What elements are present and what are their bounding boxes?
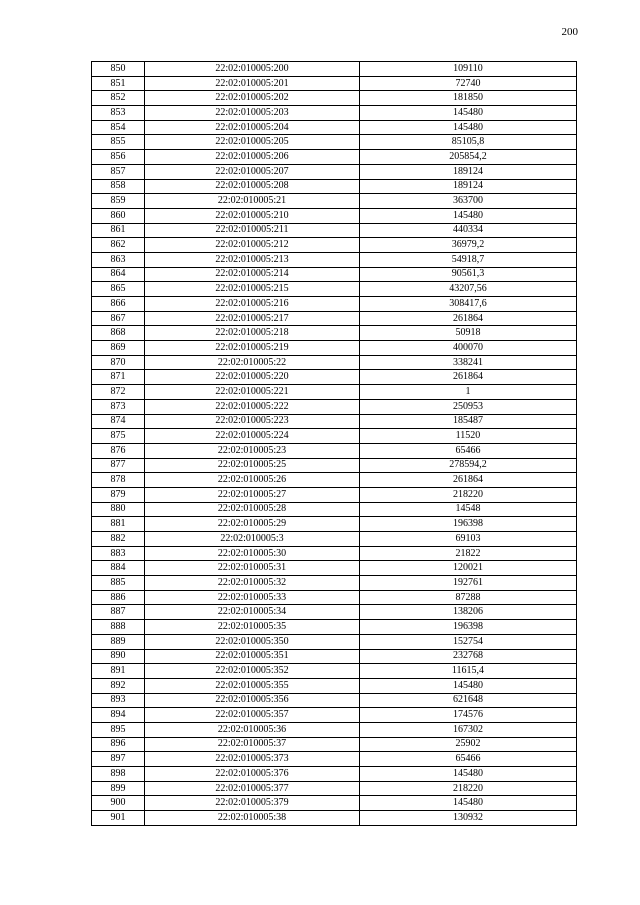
row-number-cell: 886: [92, 590, 145, 605]
row-number-cell: 862: [92, 238, 145, 253]
row-number-cell: 899: [92, 781, 145, 796]
table-row: [92, 634, 577, 649]
table-row: [92, 576, 577, 591]
cadastral-number-cell: 22:02:010005:203: [145, 106, 360, 121]
cadastral-number-cell: 22:02:010005:216: [145, 297, 360, 312]
row-number-cell: 897: [92, 752, 145, 767]
value-cell: 278594,2: [360, 458, 577, 473]
row-number-cell: 856: [92, 150, 145, 165]
row-number-cell: 874: [92, 414, 145, 429]
value-cell: 54918,7: [360, 252, 577, 267]
row-number-cell: 870: [92, 355, 145, 370]
row-number-cell: 887: [92, 605, 145, 620]
table-row: [92, 458, 577, 473]
cadastral-number-cell: 22:02:010005:219: [145, 341, 360, 356]
value-cell: 11615,4: [360, 664, 577, 679]
cadastral-number-cell: 22:02:010005:36: [145, 722, 360, 737]
row-number-cell: 888: [92, 620, 145, 635]
table-row: [92, 752, 577, 767]
table-row: [92, 414, 577, 429]
value-cell: 174576: [360, 708, 577, 723]
row-number-cell: 881: [92, 517, 145, 532]
value-cell: 308417,6: [360, 297, 577, 312]
table-row: [92, 76, 577, 91]
cadastral-number-cell: 22:02:010005:21: [145, 194, 360, 209]
table-row: [92, 164, 577, 179]
table-row: [92, 473, 577, 488]
cadastral-number-cell: 22:02:010005:27: [145, 487, 360, 502]
cadastral-number-cell: 22:02:010005:206: [145, 150, 360, 165]
value-cell: 218220: [360, 781, 577, 796]
table-row: [92, 649, 577, 664]
cadastral-number-cell: 22:02:010005:223: [145, 414, 360, 429]
table-row: [92, 737, 577, 752]
cadastral-number-cell: 22:02:010005:352: [145, 664, 360, 679]
cadastral-number-cell: 22:02:010005:218: [145, 326, 360, 341]
value-cell: 69103: [360, 532, 577, 547]
value-cell: 440334: [360, 223, 577, 238]
row-number-cell: 875: [92, 429, 145, 444]
cadastral-number-cell: 22:02:010005:208: [145, 179, 360, 194]
table-row: [92, 297, 577, 312]
cadastral-number-cell: 22:02:010005:214: [145, 267, 360, 282]
table-row: [92, 532, 577, 547]
value-cell: 152754: [360, 634, 577, 649]
value-cell: 87288: [360, 590, 577, 605]
value-cell: 109110: [360, 62, 577, 77]
cadastral-number-cell: 22:02:010005:373: [145, 752, 360, 767]
cadastral-number-cell: 22:02:010005:38: [145, 811, 360, 826]
table-row: [92, 341, 577, 356]
row-number-cell: 884: [92, 561, 145, 576]
table-row: [92, 355, 577, 370]
row-number-cell: 894: [92, 708, 145, 723]
value-cell: 21822: [360, 546, 577, 561]
table-row: [92, 91, 577, 106]
cadastral-number-cell: 22:02:010005:211: [145, 223, 360, 238]
row-number-cell: 861: [92, 223, 145, 238]
row-number-cell: 857: [92, 164, 145, 179]
table-row: [92, 517, 577, 532]
row-number-cell: 866: [92, 297, 145, 312]
value-cell: 65466: [360, 443, 577, 458]
value-cell: 145480: [360, 767, 577, 782]
row-number-cell: 868: [92, 326, 145, 341]
cadastral-number-cell: 22:02:010005:355: [145, 678, 360, 693]
table-row: [92, 62, 577, 77]
row-number-cell: 896: [92, 737, 145, 752]
cadastral-number-cell: 22:02:010005:212: [145, 238, 360, 253]
value-cell: 43207,56: [360, 282, 577, 297]
cadastral-number-cell: 22:02:010005:213: [145, 252, 360, 267]
value-cell: 181850: [360, 91, 577, 106]
value-cell: 261864: [360, 473, 577, 488]
value-cell: 145480: [360, 796, 577, 811]
value-cell: 145480: [360, 120, 577, 135]
cadastral-number-cell: 22:02:010005:222: [145, 399, 360, 414]
cadastral-number-cell: 22:02:010005:3: [145, 532, 360, 547]
table-row: [92, 693, 577, 708]
value-cell: 72740: [360, 76, 577, 91]
cadastral-number-cell: 22:02:010005:23: [145, 443, 360, 458]
table-row: [92, 796, 577, 811]
cadastral-number-cell: 22:02:010005:204: [145, 120, 360, 135]
cadastral-number-cell: 22:02:010005:224: [145, 429, 360, 444]
cadastral-number-cell: 22:02:010005:356: [145, 693, 360, 708]
table-row: [92, 120, 577, 135]
cadastral-number-cell: 22:02:010005:29: [145, 517, 360, 532]
row-number-cell: 901: [92, 811, 145, 826]
value-cell: 145480: [360, 106, 577, 121]
table-row: [92, 590, 577, 605]
cadastral-number-cell: 22:02:010005:33: [145, 590, 360, 605]
value-cell: 90561,3: [360, 267, 577, 282]
value-cell: 85105,8: [360, 135, 577, 150]
row-number-cell: 895: [92, 722, 145, 737]
table-row: [92, 267, 577, 282]
cadastral-value-table: [91, 61, 577, 826]
table-row: [92, 708, 577, 723]
value-cell: 25902: [360, 737, 577, 752]
row-number-cell: 893: [92, 693, 145, 708]
table-row: [92, 194, 577, 209]
cadastral-number-cell: 22:02:010005:220: [145, 370, 360, 385]
table-row: [92, 502, 577, 517]
table-row: [92, 370, 577, 385]
row-number-cell: 891: [92, 664, 145, 679]
value-cell: 261864: [360, 311, 577, 326]
table-row: [92, 208, 577, 223]
table-row: [92, 546, 577, 561]
row-number-cell: 854: [92, 120, 145, 135]
table-row: [92, 722, 577, 737]
cadastral-number-cell: 22:02:010005:350: [145, 634, 360, 649]
row-number-cell: 864: [92, 267, 145, 282]
value-cell: 36979,2: [360, 238, 577, 253]
cadastral-number-cell: 22:02:010005:30: [145, 546, 360, 561]
value-cell: 130932: [360, 811, 577, 826]
cadastral-number-cell: 22:02:010005:217: [145, 311, 360, 326]
table-row: [92, 767, 577, 782]
table-row: [92, 238, 577, 253]
value-cell: 145480: [360, 678, 577, 693]
table-row: [92, 311, 577, 326]
cadastral-number-cell: 22:02:010005:37: [145, 737, 360, 752]
value-cell: 145480: [360, 208, 577, 223]
table-row: [92, 620, 577, 635]
row-number-cell: 859: [92, 194, 145, 209]
cadastral-number-cell: 22:02:010005:376: [145, 767, 360, 782]
cadastral-number-cell: 22:02:010005:32: [145, 576, 360, 591]
row-number-cell: 851: [92, 76, 145, 91]
value-cell: 400070: [360, 341, 577, 356]
value-cell: 218220: [360, 487, 577, 502]
cadastral-number-cell: 22:02:010005:34: [145, 605, 360, 620]
value-cell: 261864: [360, 370, 577, 385]
row-number-cell: 869: [92, 341, 145, 356]
table-row: [92, 282, 577, 297]
table-row: [92, 399, 577, 414]
value-cell: 196398: [360, 517, 577, 532]
table-row: [92, 678, 577, 693]
row-number-cell: 858: [92, 179, 145, 194]
cadastral-number-cell: 22:02:010005:26: [145, 473, 360, 488]
row-number-cell: 855: [92, 135, 145, 150]
value-cell: 338241: [360, 355, 577, 370]
cadastral-number-cell: 22:02:010005:377: [145, 781, 360, 796]
row-number-cell: 898: [92, 767, 145, 782]
table-row: [92, 179, 577, 194]
row-number-cell: 872: [92, 385, 145, 400]
value-cell: 621648: [360, 693, 577, 708]
cadastral-number-cell: 22:02:010005:205: [145, 135, 360, 150]
row-number-cell: 882: [92, 532, 145, 547]
table-row: [92, 781, 577, 796]
table-row: [92, 605, 577, 620]
row-number-cell: 871: [92, 370, 145, 385]
cadastral-number-cell: 22:02:010005:221: [145, 385, 360, 400]
cadastral-number-cell: 22:02:010005:25: [145, 458, 360, 473]
value-cell: 50918: [360, 326, 577, 341]
table-row: [92, 106, 577, 121]
row-number-cell: 876: [92, 443, 145, 458]
row-number-cell: 880: [92, 502, 145, 517]
row-number-cell: 873: [92, 399, 145, 414]
cadastral-number-cell: 22:02:010005:207: [145, 164, 360, 179]
table-row: [92, 223, 577, 238]
table-row: [92, 443, 577, 458]
row-number-cell: 889: [92, 634, 145, 649]
value-cell: 11520: [360, 429, 577, 444]
row-number-cell: 878: [92, 473, 145, 488]
table-row: [92, 429, 577, 444]
value-cell: 189124: [360, 179, 577, 194]
cadastral-number-cell: 22:02:010005:201: [145, 76, 360, 91]
table-row: [92, 150, 577, 165]
cadastral-number-cell: 22:02:010005:357: [145, 708, 360, 723]
row-number-cell: 852: [92, 91, 145, 106]
table-row: [92, 252, 577, 267]
value-cell: 120021: [360, 561, 577, 576]
cadastral-number-cell: 22:02:010005:200: [145, 62, 360, 77]
row-number-cell: 879: [92, 487, 145, 502]
value-cell: 189124: [360, 164, 577, 179]
table-row: [92, 326, 577, 341]
table-row: [92, 385, 577, 400]
cadastral-number-cell: 22:02:010005:22: [145, 355, 360, 370]
value-cell: 138206: [360, 605, 577, 620]
page-number: 200: [561, 26, 578, 38]
cadastral-number-cell: 22:02:010005:202: [145, 91, 360, 106]
row-number-cell: 850: [92, 62, 145, 77]
table-row: [92, 135, 577, 150]
row-number-cell: 867: [92, 311, 145, 326]
row-number-cell: 860: [92, 208, 145, 223]
row-number-cell: 863: [92, 252, 145, 267]
cadastral-number-cell: 22:02:010005:210: [145, 208, 360, 223]
row-number-cell: 885: [92, 576, 145, 591]
value-cell: 205854,2: [360, 150, 577, 165]
cadastral-number-cell: 22:02:010005:35: [145, 620, 360, 635]
value-cell: 14548: [360, 502, 577, 517]
table-row: [92, 811, 577, 826]
value-cell: 192761: [360, 576, 577, 591]
row-number-cell: 890: [92, 649, 145, 664]
value-cell: 167302: [360, 722, 577, 737]
row-number-cell: 900: [92, 796, 145, 811]
value-cell: 1: [360, 385, 577, 400]
row-number-cell: 877: [92, 458, 145, 473]
value-cell: 232768: [360, 649, 577, 664]
cadastral-number-cell: 22:02:010005:351: [145, 649, 360, 664]
value-cell: 196398: [360, 620, 577, 635]
value-cell: 250953: [360, 399, 577, 414]
table-row: [92, 664, 577, 679]
row-number-cell: 853: [92, 106, 145, 121]
row-number-cell: 865: [92, 282, 145, 297]
table-row: [92, 487, 577, 502]
value-cell: 185487: [360, 414, 577, 429]
cadastral-number-cell: 22:02:010005:215: [145, 282, 360, 297]
row-number-cell: 892: [92, 678, 145, 693]
table-body: [92, 62, 577, 826]
value-cell: 363700: [360, 194, 577, 209]
cadastral-number-cell: 22:02:010005:28: [145, 502, 360, 517]
value-cell: 65466: [360, 752, 577, 767]
row-number-cell: 883: [92, 546, 145, 561]
cadastral-number-cell: 22:02:010005:379: [145, 796, 360, 811]
table-row: [92, 561, 577, 576]
cadastral-number-cell: 22:02:010005:31: [145, 561, 360, 576]
